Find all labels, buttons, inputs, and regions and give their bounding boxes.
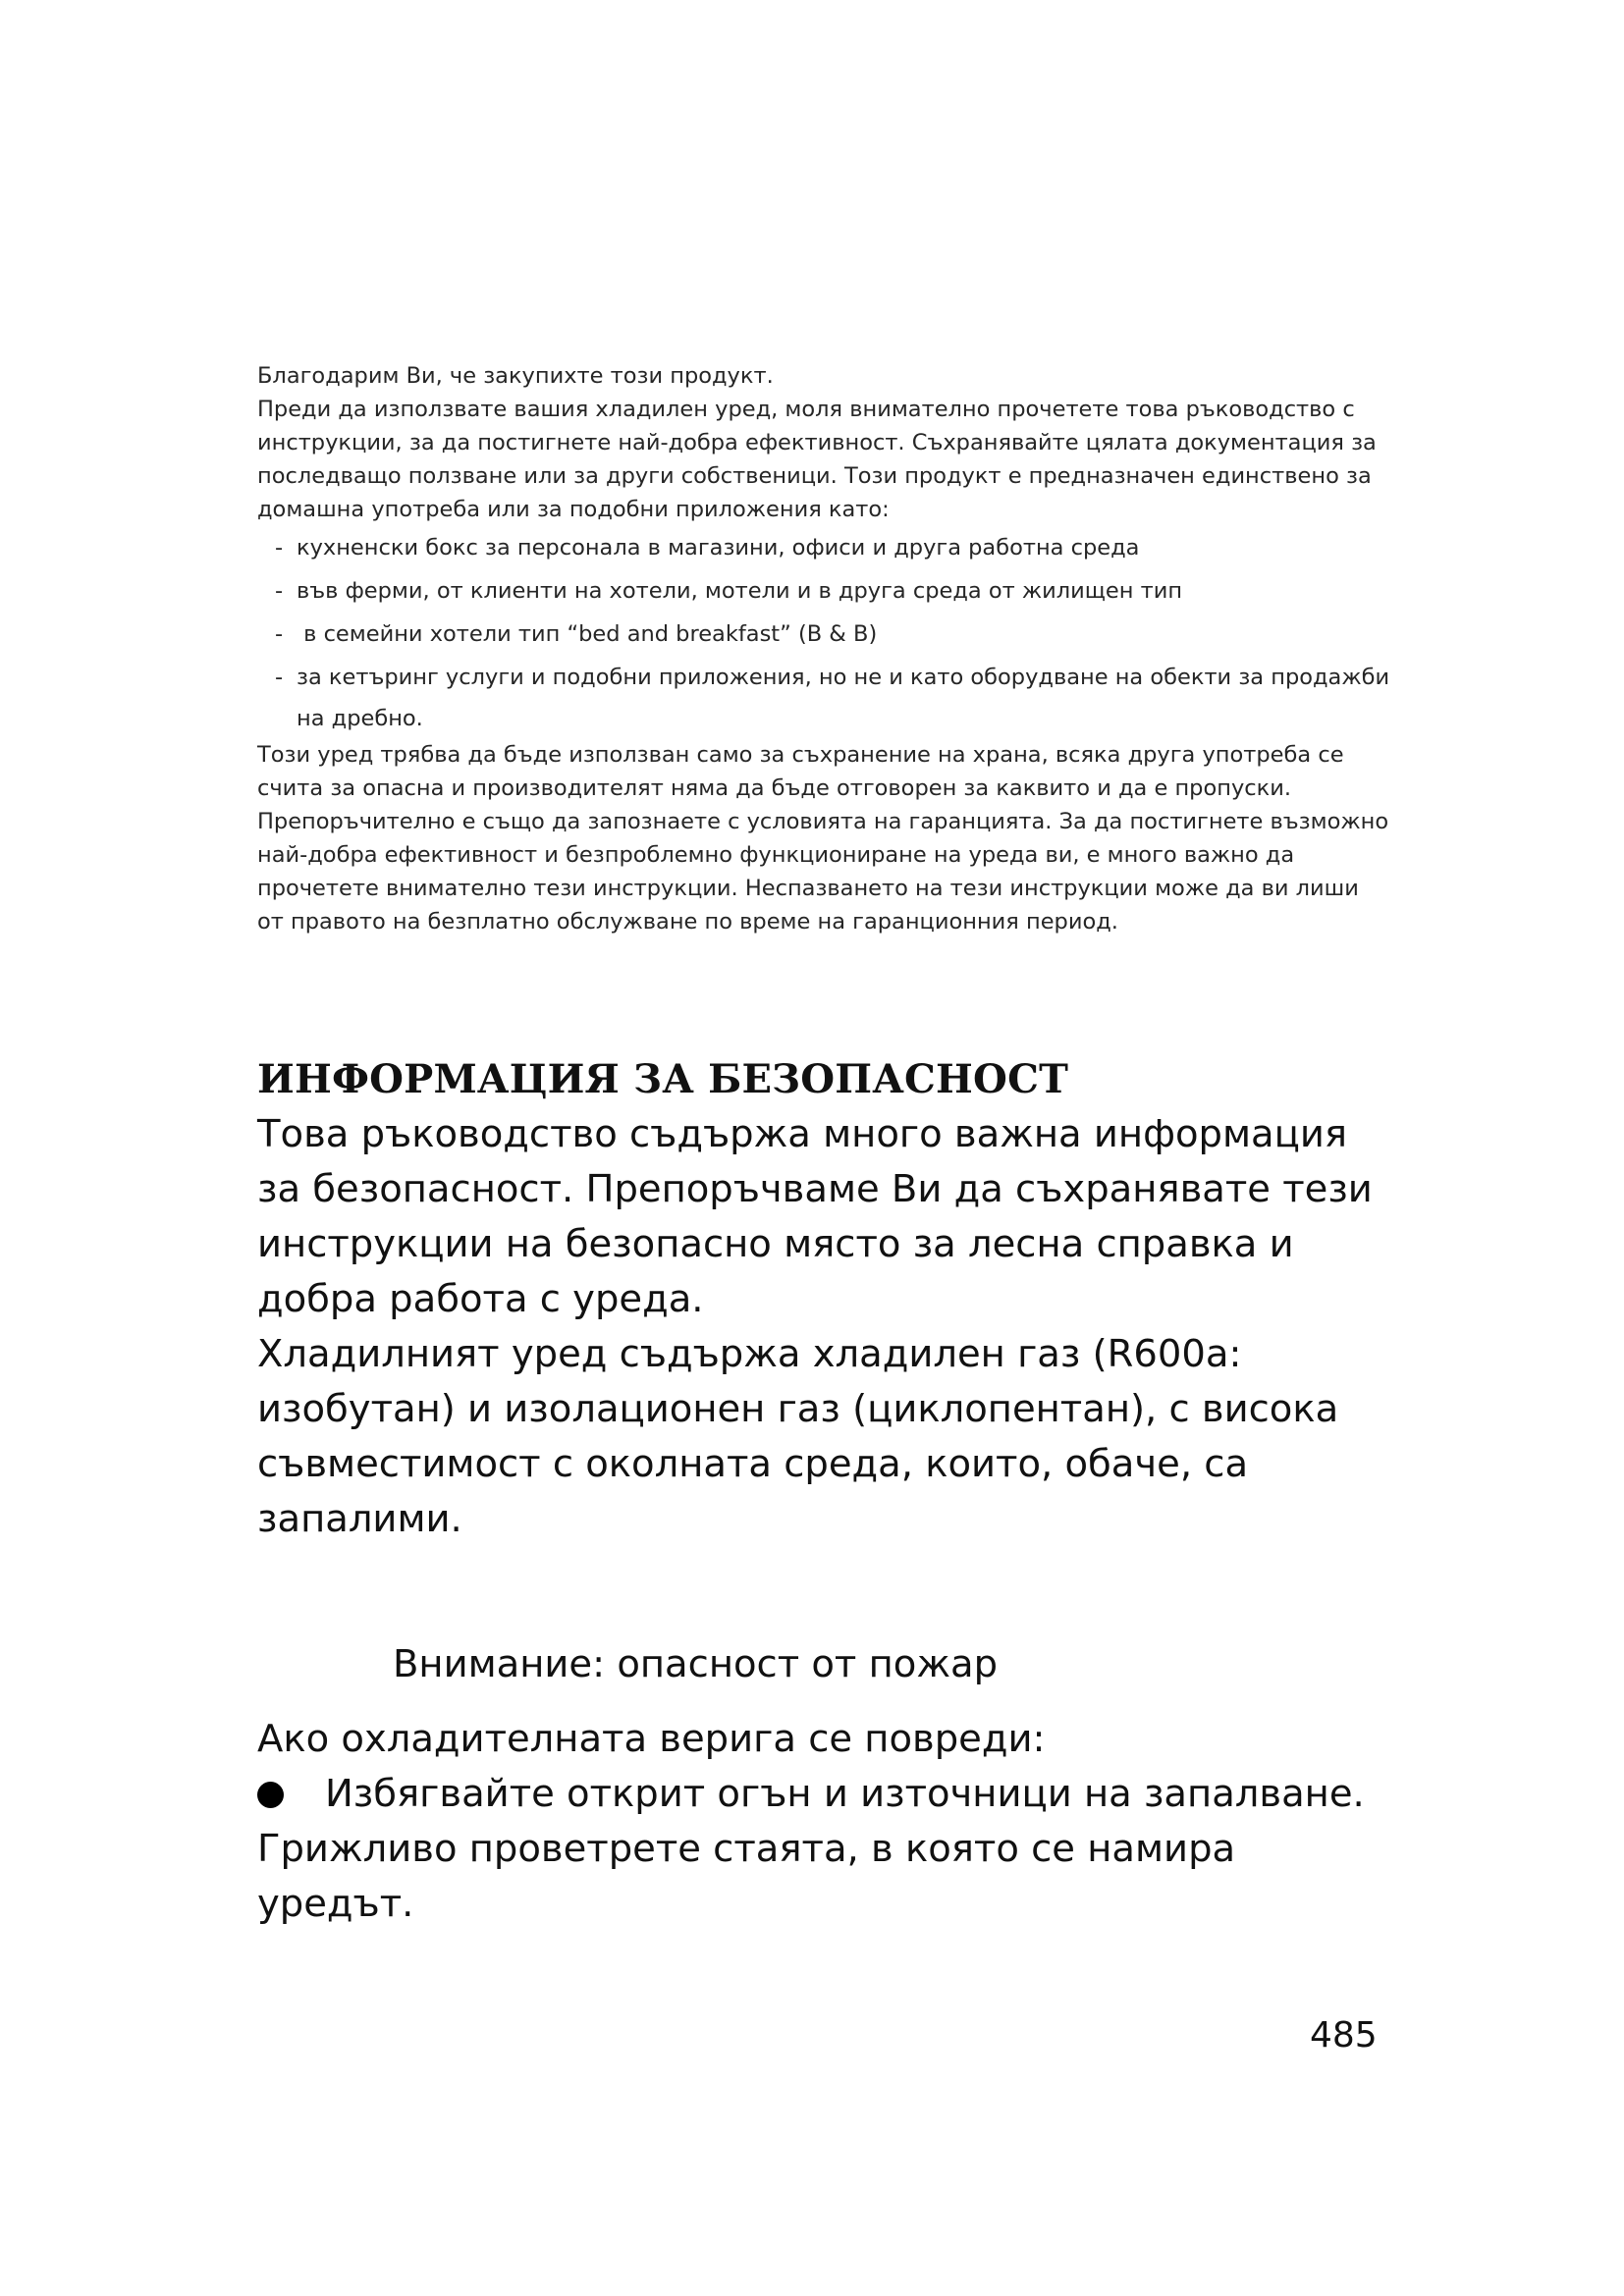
- usage-list-item: [257, 656, 1390, 699]
- safety-line: за безопасност. Препоръчваме Ви да съхранявате тези: [257, 1167, 1373, 1211]
- safety-heading: ИНФОРМАЦИЯ ЗА БЕЗОПАСНОСТ: [257, 1056, 1069, 1102]
- damage-instructions: [257, 1712, 1396, 1932]
- usage-list-item: [257, 613, 1377, 656]
- dash-bullet: -: [275, 578, 284, 604]
- usage-list-item: [257, 569, 1377, 613]
- after-bullet-line: Грижливо проветрете стаята, в която се намира: [257, 1827, 1236, 1871]
- after-bullet-line: уредът.: [257, 1882, 414, 1926]
- fire-warning: [393, 1637, 1532, 1692]
- intro-line: от правото на безплатно обслужване по време на гаранционния период.: [257, 909, 1118, 934]
- dash-bullet: -: [275, 535, 284, 561]
- dash-bullet: -: [275, 665, 284, 690]
- intro-section: [257, 359, 1390, 938]
- usage-list-item-text: кухненски бокс за персонала в магазини, офиси и друга работна среда: [297, 535, 1140, 561]
- dash-bullet: -: [275, 621, 284, 647]
- safety-line: инструкции на безопасно място за лесна справка и: [257, 1222, 1294, 1266]
- page-number: 485: [1310, 2015, 1378, 2056]
- intro-line: инструкции, за да постигнете най-добра ефективност. Съхранявайте цялата документация за: [257, 430, 1377, 455]
- intro-line: Преди да използвате вашия хладилен уред, моля внимателно прочетете това ръководство с: [257, 397, 1355, 422]
- safety-line: съвместимост с околната среда, които, обаче, са: [257, 1442, 1249, 1486]
- usage-list-item-text: в семейни хотели тип “bed and breakfast” (B & B): [297, 621, 878, 647]
- safety-line: изобутан) и изолационен газ (циклопентан), с висока: [257, 1387, 1339, 1431]
- intro-line: счита за опасна и производителят няма да бъде отговорен за каквито и да е пропуски.: [257, 775, 1291, 801]
- intro-line: последващо ползване или за други собственици. Този продукт е предназначен единствено за: [257, 463, 1372, 489]
- usage-list-continuation: на дребно.: [297, 706, 423, 731]
- safety-line: добра работа с уреда.: [257, 1277, 704, 1321]
- intro-line: Този уред трябва да бъде използван само за съхранение на храна, всяка друга употреба се: [257, 742, 1344, 768]
- intro-line: най-добра ефективност и безпроблемно функциониране на уреда ви, е много важно да: [257, 842, 1295, 868]
- safety-line: Това ръководство съдържа много важна информация: [257, 1112, 1348, 1156]
- bullet-line: [257, 1767, 1396, 1822]
- usage-list-item-text: във ферми, от клиенти на хотели, мотели и в друга среда от жилищен тип: [297, 578, 1183, 604]
- damage-intro: Ако охладителната верига се повреди:: [257, 1717, 1046, 1761]
- safety-text: [257, 1107, 1396, 1547]
- intro-line: Препоръчително е също да запознаете с условията на гаранцията. За да постигнете възможно: [257, 809, 1389, 834]
- intro-line: Благодарим Ви, че закупихте този продукт.: [257, 363, 774, 389]
- bullet-text: Избягвайте открит огън и източници на запалване.: [325, 1772, 1365, 1816]
- usage-list: [257, 526, 1390, 738]
- usage-list-item: [257, 526, 1377, 569]
- fire-warning-title: Внимание: опасност от пожар: [393, 1642, 999, 1686]
- safety-line: Хладилният уред съдържа хладилен газ (R600a:: [257, 1332, 1242, 1376]
- intro-line: домашна употреба или за подобни приложения като:: [257, 497, 890, 522]
- safety-line: запалими.: [257, 1497, 462, 1541]
- intro-line: прочетете внимателно тези инструкции. Неспазването на тези инструкции може да ви лиши: [257, 876, 1359, 901]
- bullet-dot-icon: [257, 1782, 284, 1808]
- usage-list-item-text: за кетъринг услуги и подобни приложения, но не и като оборудване на обекти за продажби: [297, 665, 1390, 690]
